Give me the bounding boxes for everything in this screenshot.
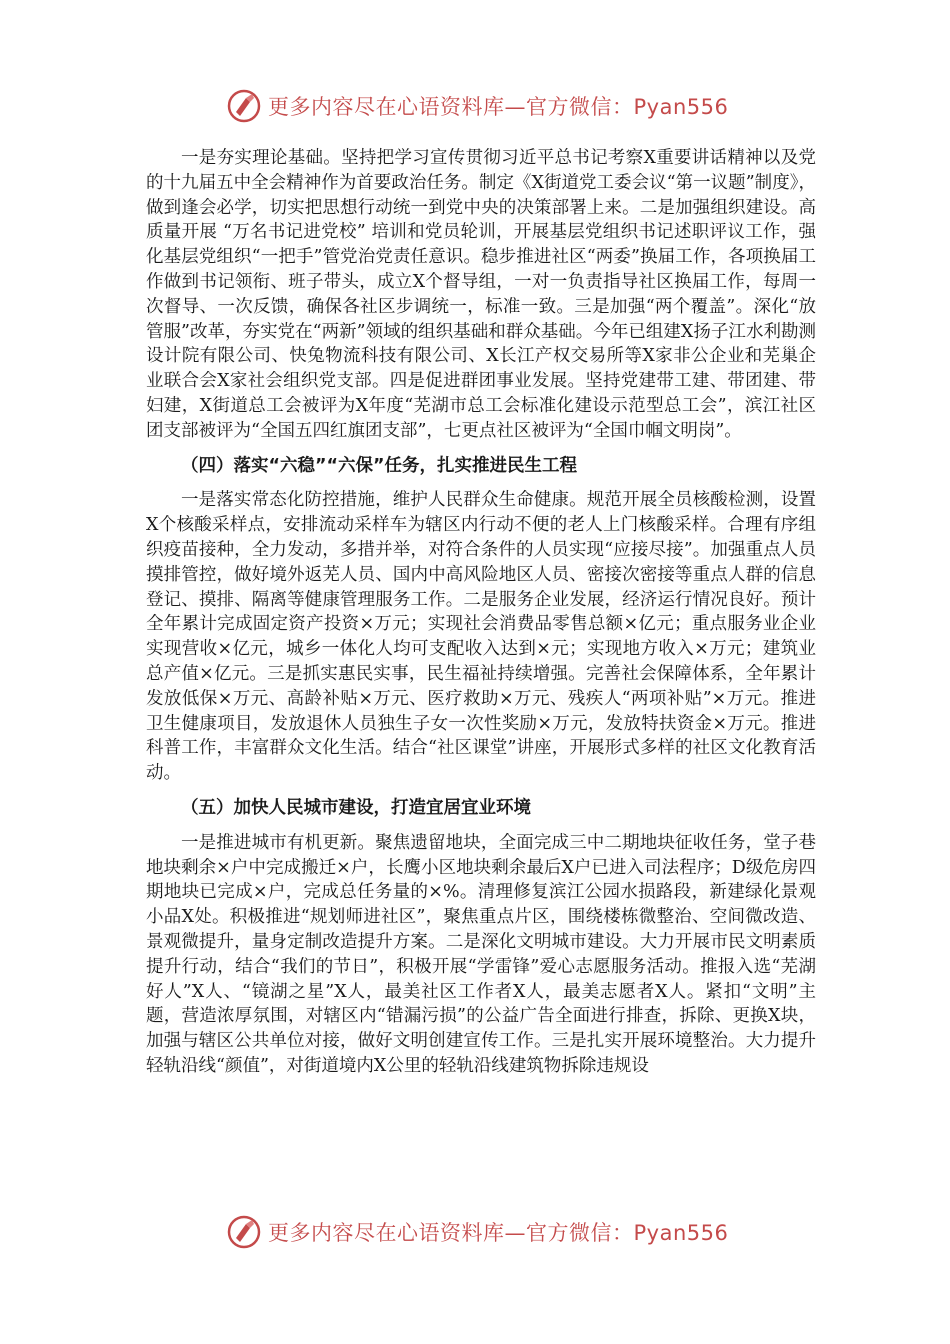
section-heading-5: （五）加快人民城市建设，打造宜居宜业环境: [181, 797, 531, 818]
watermark-logo-icon: [226, 1214, 262, 1250]
watermark-text: 更多内容尽在心语资料库—官方微信：Pyan556: [268, 95, 729, 119]
section-heading-4: （四）落实“六稳”“六保”任务，扎实推进民生工程: [181, 455, 578, 476]
footer-watermark: [226, 1212, 728, 1252]
paragraph-livelihood: 一是落实常态化防控措施，维护人民群众生命健康。规范开展全员核酸检测，设置X个核酸采样点，安排流动采样车为辖区内行动不便的老人上门核酸采样。合理有序组织疫苗接种，全力发动，多措并举，对符合条件的人员实现“应接尽接”。加强重点人员摸排管控，做好境外返芜人员、国内中高风险地区人员、密接次密接等重点人群的信息登记、摸排、隔离等健康管理服务工作。二是服务企业发展，经济运行情况良好。预计全年累计完成固定资产投资×万元；实现社会消费品零售总额×亿元；重点服务业企业实现营收×亿元，城乡一体化人均可支配收入达到×元；实现地方收入×万元；建筑业总产值×亿元。三是抓实惠民实事，民生福祉持续增强。完善社会保障体系，全年累计发放低保×万元、高龄补贴×万元、医疗救助×万元、残疾人“两项补贴”×万元。推进卫生健康项目，发放退休人员独生子女一次性奖励×万元，发放特扶资金×万元。推进科普工作，丰富群众文化生活。结合“社区课堂”讲座，开展形式多样的社区文化教育活动。: [146, 490, 816, 784]
paragraph-city-building: 一是推进城市有机更新。聚焦遗留地块，全面完成三中二期地块征收任务，堂子巷地块剩余×户中完成搬迁×户，长鹰小区地块剩余最后X户已进入司法程序；D级危房四期地块已完成×户，完成总任务量的×%。清理修复滨江公园水损路段，新建绿化景观小品X处。积极推进“规划师进社区”，聚焦重点片区，围绕楼栋微整治、空间微改造、景观微提升，量身定制改造提升方案。二是深化文明城市建设。大力开展市民文明素质提升行动，结合“我们的节日”，积极开展“学雷锋”爱心志愿服务活动。推报入选“芜湖好人”X人、“镜湖之星”X人，最美社区工作者X人，最美志愿者X人。紧扣“文明”主题，营造浓厚氛围，对辖区内“错漏污损”的公益广告全面进行排查，拆除、更换X块，加强与辖区公共单位对接，做好文明创建宣传工作。三是扎实开展环境整治。大力提升轻轨沿线“颜值”，对街道境内X公里的轻轨沿线建筑物拆除违规设: [146, 832, 816, 1076]
paragraph-party-building: 一是夯实理论基础。坚持把学习宣传贯彻习近平总书记考察X重要讲话精神以及党的十九届五中全会精神作为首要政治任务。制定《X街道党工委会议“第一议题”制度》，做到逢会必学，切实把思想行动统一到党中央的决策部署上来。二是加强组织建设。高质量开展 “万名书记进党校” 培训和党员轮训，开展基层党组织书记述职评议工作，强化基层党组织“一把手”管党治党责任意识。稳步推进社区“两委”换届工作，各项换届工作做到书记领衔、班子带头，成立X个督导组，一对一负责指导社区换届工作，每周一次督导、一次反馈，确保各社区步调统一，标准一致。三是加强“两个覆盖”。深化“放管服”改革，夯实党在“两新”领域的组织基础和群众基础。今年已组建X扬子江水利勘测设计院有限公司、快兔物流科技有限公司、X长江产权交易所等X家非公企业和芜巢企业联合会X家社会组织党支部。四是促进群团事业发展。坚持党建带工建、带团建、带妇建，X街道总工会被评为X年度“芜湖市总工会标准化建设示范型总工会”，滨江社区团支部被评为“全国五四红旗团支部”，七更点社区被评为“全国巾帼文明岗”。: [146, 148, 816, 441]
header-watermark: [226, 86, 728, 126]
watermark-text: 更多内容尽在心语资料库—官方微信：Pyan556: [268, 1221, 729, 1245]
watermark-logo-icon: [226, 88, 262, 124]
document-body: [146, 146, 816, 1079]
